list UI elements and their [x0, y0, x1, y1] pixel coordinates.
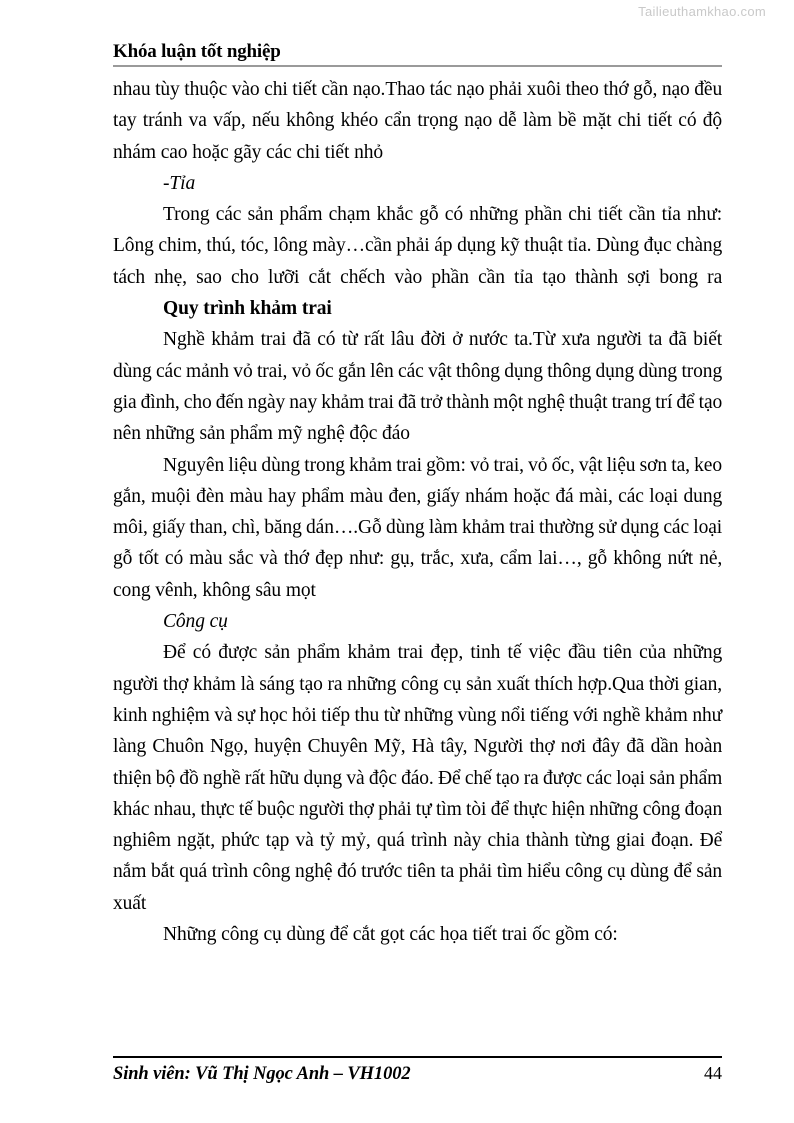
body-line: nên những sản phẩm mỹ nghệ độc đáo [113, 423, 410, 445]
body-line: môi, giấy than, chì, băng dán….Gỗ dùng làm khảm trai thường sử dụng các loại [113, 517, 723, 539]
body-line: nắm bắt quá trình công nghệ đó trước tiên ta phải tìm hiểu công cụ dùng để sản [113, 861, 723, 883]
page-header [113, 40, 722, 67]
body-line: làng Chuôn Ngọ, huyện Chuyên Mỹ, Hà tây, Người thợ nơi đây đã dần hoàn [113, 736, 723, 758]
body-line: Nghề khảm trai đã có từ rất lâu đời ở nước ta.Từ xưa người ta đã biết [163, 329, 723, 351]
body-line: Để có được sản phẩm khảm trai đẹp, tinh tế việc đầu tiên của những [163, 642, 723, 664]
site-watermark: Tailieuthamkhao.com [638, 4, 766, 19]
body-line: kinh nghiệm và sự học hỏi tiếp thu từ những vùng nổi tiếng với nghề khảm như [113, 704, 723, 726]
body-line: tay tránh va vấp, nếu không khéo cẩn trọng nạo dễ làm bề mặt chi tiết có độ [113, 110, 723, 132]
body-line: gỗ tốt có màu sắc và thớ đẹp như: gụ, trắc, xưa, cẩm lai…, gỗ không nứt nẻ, [113, 548, 723, 570]
header-title: Khóa luận tốt nghiệp [113, 41, 281, 62]
footer-author: Sinh viên: Vũ Thị Ngọc Anh – VH1002 [113, 1064, 411, 1084]
body-line: tách nhẹ, sao cho lưỡi cắt chếch vào phần cần tỉa tạo thành sợi bong ra [113, 266, 723, 288]
body-line: nhám cao hoặc gãy các chi tiết nhỏ [113, 141, 384, 163]
body-line: Lông chim, thú, tóc, lông mày…cần phải áp dụng kỹ thuật tỉa. Dùng đục chàng [113, 235, 723, 257]
body-line: khác nhau, thực tế buộc người thợ phải tự tìm tòi để thực hiện những công đoạn [113, 798, 723, 820]
body-line: Trong các sản phẩm chạm khắc gỗ có những phần chi tiết cần tỉa như: [163, 204, 723, 226]
footer-divider [113, 1056, 722, 1058]
body-line: nghiêm ngặt, phức tạp và tỷ mỷ, quá trình này chia thành từng giai đoạn. Để [113, 830, 723, 852]
header-divider [113, 65, 722, 67]
body-line: dùng các mảnh vỏ trai, vỏ ốc gắn lên các vật thông dụng thông dụng dùng trong [113, 360, 723, 382]
heading-cong-cu: Công cụ [163, 611, 228, 633]
page-footer [113, 1056, 722, 1086]
footer-row [113, 1061, 722, 1086]
body-line: Nguyên liệu dùng trong khảm trai gồm: vỏ trai, vỏ ốc, vật liệu sơn ta, keo [163, 454, 722, 476]
document-body [113, 74, 722, 950]
body-line: xuất [113, 892, 147, 914]
body-line: cong vênh, không sâu mọt [113, 579, 316, 601]
body-line: gắn, muội đèn màu hay phẩm màu đen, giấy nhám hoặc đá mài, các loại dung [113, 485, 723, 507]
body-line: nhau tùy thuộc vào chi tiết cần nạo.Thao tác nạo phải xuôi theo thớ gỗ, nạo đều [113, 79, 723, 100]
body-line: Những công cụ dùng để cắt gọt các họa tiết trai ốc gồm có: [163, 924, 618, 946]
body-line: gia đình, cho đến ngày nay khảm trai đã trở thành một nghệ thuật trang trí để tạo [113, 391, 723, 413]
body-line: thiện bộ đồ nghề rất hữu dụng và độc đáo. Để chế tạo ra được các loại sản phẩm [113, 767, 723, 789]
body-line: người thợ khảm là sáng tạo ra những công cụ sản xuất thích hợp.Qua thời gian, [113, 673, 723, 695]
page-number: 44 [704, 1063, 722, 1083]
heading-quy-trinh-kham-trai: Quy trình khảm trai [163, 298, 332, 320]
subheading-tia: -Tỉa [163, 172, 196, 194]
